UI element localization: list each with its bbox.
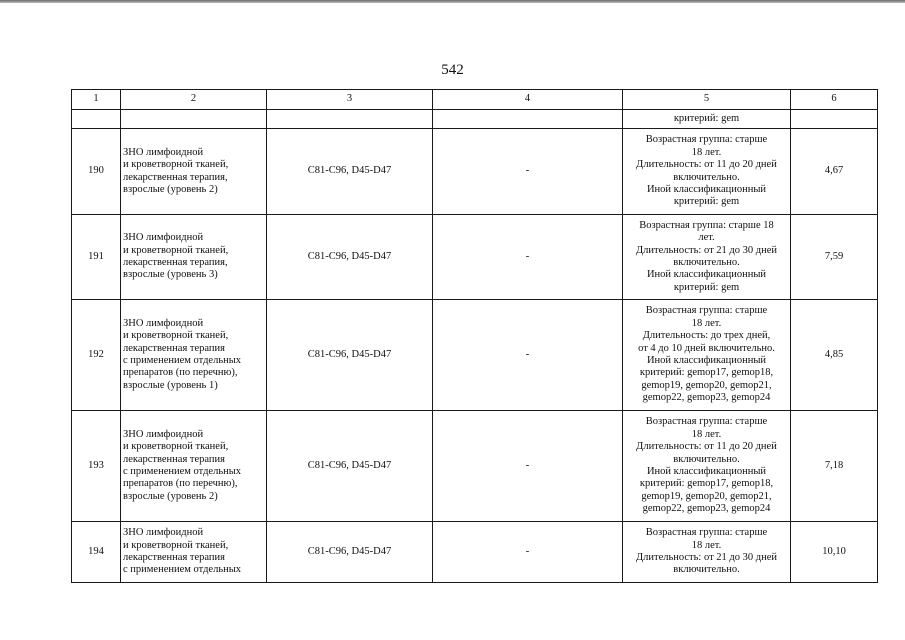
criteria [623, 300, 791, 411]
group-name-line: с применением отдельных [123, 466, 242, 477]
row-number: 191 [72, 215, 121, 300]
group-name-line: ЗНО лимфоидной [123, 428, 204, 440]
coefficient: 10,10 [791, 522, 878, 583]
criteria-line: Возрастная группа: старше 18 [639, 219, 774, 231]
criteria [623, 411, 791, 522]
group-name [121, 215, 267, 300]
row-number: 193 [72, 411, 121, 522]
group-name-line: препаратов (по перечню), [123, 367, 238, 379]
group-name [121, 522, 267, 583]
cont-cell-num [72, 110, 121, 129]
coefficient: 4,85 [791, 300, 878, 411]
header-cell-4: 4 [433, 90, 623, 110]
group-name-line: ЗНО лимфоидной [123, 146, 204, 158]
diagnosis-codes: C81-C96, D45-D47 [267, 411, 433, 522]
group-name-line: лекарственная терапия [123, 342, 226, 354]
table-row [72, 411, 878, 522]
cont-cell-coef [791, 110, 878, 129]
group-name-line: лекарственная терапия [123, 552, 226, 563]
page-number: 542 [441, 62, 464, 78]
criteria-line: включительно. [673, 257, 740, 268]
cont-cell-criteria [623, 110, 791, 129]
diagnosis-codes: C81-C96, D45-D47 [267, 522, 433, 583]
diagnosis-codes: C81-C96, D45-D47 [267, 129, 433, 215]
group-name-line: лекарственная терапия, [123, 171, 228, 183]
header-cell-6: 6 [791, 90, 878, 110]
table-row [72, 129, 878, 215]
cont-cell-codes [267, 110, 433, 129]
criteria-line: Иной классификационный [646, 466, 767, 477]
criteria-line: 18 лет. [691, 317, 722, 329]
header-cell-1: 1 [72, 90, 121, 110]
group-name-line: и кроветворной тканей, [123, 539, 229, 551]
criteria-line: Возрастная группа: старше [645, 527, 768, 539]
column-4-value: - [433, 411, 623, 522]
table-row [72, 522, 878, 583]
criteria-line: критерий: gem [673, 196, 740, 208]
group-name-line: взрослые (уровень 1) [123, 379, 218, 391]
header-cell-2: 2 [121, 90, 267, 110]
group-name-line: взрослые (уровень 3) [123, 269, 218, 281]
criteria-line: Длительность: от 11 до 20 дней [636, 441, 777, 453]
tariff-table [71, 89, 878, 583]
group-name-line: взрослые (уровень 2) [123, 490, 218, 502]
row-number: 192 [72, 300, 121, 411]
column-4-value: - [433, 129, 623, 215]
criteria-line: 18 лет. [691, 539, 722, 551]
group-name [121, 300, 267, 411]
criteria-line: gemop19, gemop20, gemop21, [641, 490, 772, 502]
criteria-line: включительно. [673, 453, 740, 465]
criteria-line: gemop22, gemop23, gemop24 [642, 392, 771, 404]
criteria-line: Иной классификационный [646, 183, 767, 195]
criteria-line: критерий: gem [673, 112, 740, 124]
coefficient: 7,59 [791, 215, 878, 300]
criteria-line: лет. [698, 232, 715, 244]
column-4-value: - [433, 300, 623, 411]
criteria-line: Длительность: от 21 до 30 дней [635, 244, 778, 256]
group-name-line: ЗНО лимфоидной [123, 527, 204, 539]
diagnosis-codes: C81-C96, D45-D47 [267, 300, 433, 411]
criteria-line: 18 лет. [691, 146, 722, 158]
header-cell-5: 5 [623, 90, 791, 110]
criteria-line: Иной классификационный [646, 355, 767, 366]
criteria-line: критерий: gemop17, gemop18, [639, 478, 774, 490]
criteria-line: 18 лет. [691, 428, 722, 440]
header-cell-3: 3 [267, 90, 433, 110]
criteria [623, 522, 791, 583]
group-name-line: с применением отдельных [123, 564, 242, 576]
column-4-value: - [433, 215, 623, 300]
group-name-line: взрослые (уровень 2) [123, 183, 218, 195]
coefficient: 7,18 [791, 411, 878, 522]
table-row [72, 300, 878, 411]
criteria [623, 129, 791, 215]
criteria-line: Возрастная группа: старше [645, 134, 768, 146]
continuation-row [72, 110, 878, 129]
table-row [72, 215, 878, 300]
criteria-line: от 4 до 10 дней включительно. [638, 342, 775, 354]
criteria-line: Иной классификационный [646, 269, 767, 281]
criteria-line: Длительность: до трех дней, [642, 330, 771, 342]
group-name-line: ЗНО лимфоидной [123, 232, 204, 244]
group-name-line: лекарственная терапия [123, 453, 226, 465]
scan-top-edge [0, 0, 905, 3]
group-name-line: препаратов (по перечню), [123, 478, 238, 490]
group-name-line: лекарственная терапия, [123, 257, 228, 268]
group-name-line: и кроветворной тканей, [123, 441, 229, 453]
coefficient: 4,67 [791, 129, 878, 215]
criteria-line: gemop19, gemop20, gemop21, [641, 379, 772, 391]
group-name-line: и кроветворной тканей, [123, 159, 229, 171]
criteria-line: gemop22, gemop23, gemop24 [642, 503, 771, 515]
group-name [121, 129, 267, 215]
criteria-line: критерий: gemop17, gemop18, [639, 367, 774, 379]
header-row [72, 90, 878, 110]
criteria-line: Возрастная группа: старше [645, 305, 768, 317]
criteria-line: Длительность: от 11 до 20 дней [636, 159, 777, 171]
group-name-line: и кроветворной тканей, [123, 330, 229, 342]
cont-cell-name [121, 110, 267, 129]
diagnosis-codes: C81-C96, D45-D47 [267, 215, 433, 300]
group-name-line: с применением отдельных [123, 355, 242, 366]
group-name [121, 411, 267, 522]
column-4-value: - [433, 522, 623, 583]
criteria [623, 215, 791, 300]
group-name-line: ЗНО лимфоидной [123, 317, 204, 329]
row-number: 194 [72, 522, 121, 583]
row-number: 190 [72, 129, 121, 215]
criteria-line: критерий: gem [673, 281, 740, 293]
criteria-line: Возрастная группа: старше [645, 416, 768, 428]
criteria-line: включительно. [673, 564, 740, 576]
cont-cell-col4 [433, 110, 623, 129]
criteria-line: Длительность: от 21 до 30 дней [635, 552, 778, 563]
group-name-line: и кроветворной тканей, [123, 244, 229, 256]
criteria-line: включительно. [673, 171, 740, 183]
